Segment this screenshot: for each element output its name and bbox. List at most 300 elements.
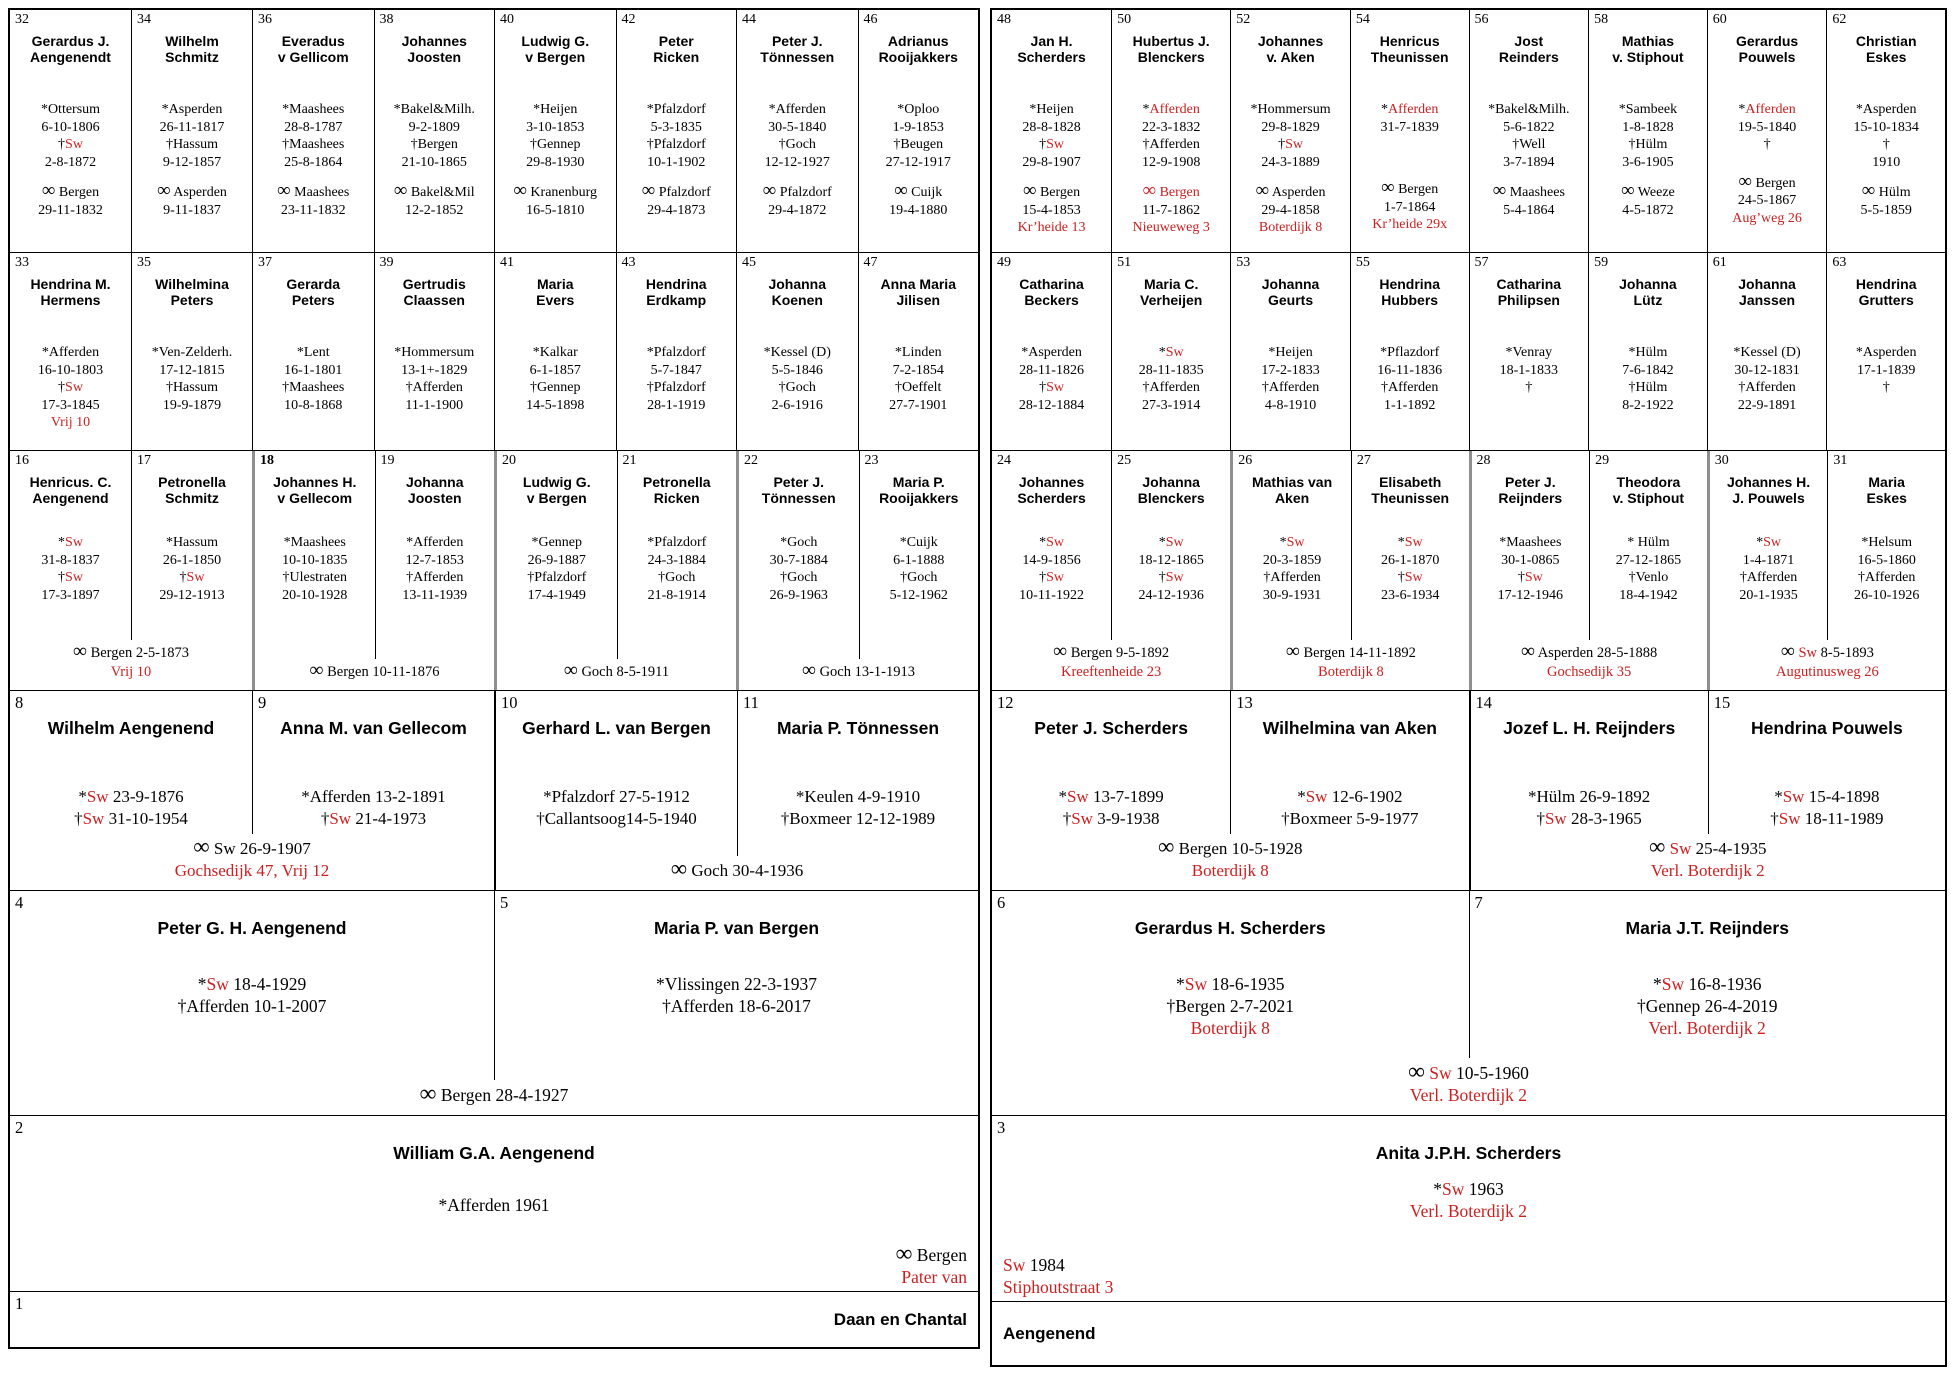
marriage-info — [10, 1080, 978, 1115]
cell-number: 11 — [743, 693, 759, 712]
marriage-info — [992, 640, 1230, 690]
cell-line: *Maashees — [283, 535, 346, 551]
marriage-line: ∞ Sw 26-9-1907 — [193, 833, 311, 859]
marriage-infinity-symbol: ∞ — [1255, 180, 1270, 202]
persons-row — [1231, 10, 1468, 252]
generation-band-c — [992, 450, 1945, 690]
person-cell-41 — [495, 253, 616, 450]
marriage-infinity-symbol: ∞ — [563, 660, 578, 682]
cell-line: 3-10-1853 — [526, 119, 585, 135]
cell-number: 8 — [15, 693, 24, 712]
person-name: Jozef L. H. Reijnders — [1503, 718, 1676, 738]
person-name: Petronella Ricken — [642, 474, 711, 507]
person-cell-10 — [496, 691, 737, 856]
cell-line: *Sw 1963 — [1433, 1179, 1504, 1200]
couple — [494, 10, 736, 252]
person-name: Peter J. Tönnessen — [761, 474, 836, 507]
person-cell-20 — [497, 451, 617, 659]
persons-row — [10, 253, 252, 450]
cell-line: †Goch — [778, 137, 816, 153]
cell-line: *Hülm 26-9-1892 — [1527, 787, 1651, 807]
persons-row — [1710, 451, 1945, 640]
cell-line: 12-7-1853 — [405, 552, 464, 568]
generation-band-g — [10, 1291, 978, 1347]
cell-line: 17-12-1815 — [159, 362, 225, 378]
person-name: Johanna Geurts — [1261, 276, 1320, 309]
cell-number: 5 — [500, 893, 509, 912]
marriage-infinity-symbol: ∞ — [1285, 641, 1300, 663]
person-cell-59 — [1588, 253, 1707, 450]
person-name: Christian Eskes — [1855, 33, 1917, 66]
person-cell-1 — [10, 1292, 978, 1347]
person-name: Peter J. Tönnessen — [760, 33, 835, 66]
cell-line: †Goch — [900, 570, 938, 586]
cell-line: Verl. Boterdijk 2 — [1409, 1201, 1528, 1222]
person-cell-8 — [10, 691, 252, 834]
couple — [992, 1116, 1945, 1301]
cell-line: †Hassum — [165, 137, 219, 153]
person-cell-36 — [253, 10, 374, 252]
person-cell-29 — [1589, 451, 1707, 640]
cell-line: †Afferden — [1739, 570, 1798, 586]
cell-line: 27-3-1914 — [1142, 397, 1201, 413]
cell-line: †Sw — [58, 570, 83, 586]
person-cell-22 — [739, 451, 859, 659]
marriage-infinity-symbol: ∞ — [1738, 170, 1752, 192]
cell-line: 28-11-1835 — [1138, 362, 1204, 378]
generation-band-f — [10, 1115, 978, 1291]
cell-line: *Hommersum — [394, 345, 475, 361]
cell-line: 21-10-1865 — [401, 154, 467, 170]
cell-line: ∞ Asperden — [1255, 180, 1326, 202]
cell-line: †Venlo — [1628, 570, 1669, 586]
cell-line: 13-11-1939 — [402, 587, 468, 603]
persons-row — [495, 253, 736, 450]
cell-number: 43 — [621, 255, 636, 270]
cell-line: *Helsum — [1861, 535, 1912, 551]
cell-line: ∞ Bakel&Mil — [393, 180, 475, 202]
couple — [1469, 451, 1707, 690]
couple — [10, 253, 252, 450]
cell-line: 29-8-1829 — [1261, 119, 1320, 135]
person-name: Johannes v. Aken — [1257, 33, 1324, 66]
marriage-infinity-symbol: ∞ — [41, 180, 56, 202]
person-name: Gerardus H. Scherders — [1134, 918, 1326, 938]
couple — [992, 451, 1230, 690]
marriage-line: Verl. Boterdijk 2 — [1650, 860, 1765, 880]
cell-number: 1 — [15, 1294, 24, 1313]
generation-band-b — [10, 252, 978, 450]
cell-line: *Keulen 4-9-1910 — [795, 787, 921, 807]
cell-line: †Pfalzdorf — [646, 137, 706, 153]
marriage-infinity-symbol: ∞ — [641, 180, 656, 202]
person-cell-17 — [131, 451, 252, 640]
cell-line: Kr’heide 29x — [1372, 217, 1448, 233]
cell-number: 17 — [137, 453, 151, 468]
cell-line: 1-8-1828 — [1622, 119, 1674, 135]
chart-half-right — [990, 8, 1947, 1367]
marriage-line: ∞ Bergen 28-4-1927 — [419, 1081, 569, 1108]
marriage-info — [992, 834, 1469, 890]
cell-number: 28 — [1476, 453, 1491, 468]
cell-line: *Ottersum — [40, 102, 101, 118]
couple — [10, 1292, 978, 1347]
cell-line: †Afferden — [1263, 570, 1321, 586]
couple — [494, 451, 736, 690]
persons-row — [495, 10, 736, 252]
cell-line: 29-12-1913 — [159, 587, 225, 603]
cell-line: 29-8-1930 — [526, 154, 585, 170]
cell-line: 23-11-1832 — [280, 202, 346, 218]
person-name: Peter G. H. Aengenend — [157, 918, 347, 938]
couple — [10, 10, 252, 252]
cell-line: *Sw — [1279, 535, 1305, 551]
cell-line: *Sw 18-4-1929 — [197, 974, 307, 995]
cell-line: 8-2-1922 — [1622, 397, 1674, 413]
cell-line: 26-1-1870 — [1381, 552, 1440, 568]
marriage-infinity-symbol: ∞ — [157, 180, 171, 202]
cell-line: 12-2-1852 — [405, 202, 464, 218]
person-cell-43 — [616, 253, 737, 450]
cell-line: 18-1-1833 — [1499, 362, 1558, 378]
cell-line: ∞ Bergen — [1142, 180, 1200, 202]
cell-number: 54 — [1355, 12, 1370, 27]
cell-line: 29-4-1873 — [647, 202, 706, 218]
person-cell-5 — [494, 891, 978, 1080]
generation-band-c — [10, 450, 978, 690]
person-name: Everadus v Gellicom — [277, 33, 349, 66]
marriage-info — [1472, 640, 1707, 690]
persons-row — [992, 10, 1230, 252]
cell-line: 30-9-1931 — [1262, 587, 1322, 603]
cell-line: *Pfalzdorf 27-5-1912 — [543, 787, 690, 807]
cell-line: *Sw 18-6-1935 — [1176, 974, 1285, 995]
cell-line: †Afferden — [1261, 380, 1320, 396]
cell-line: 5-7-1847 — [650, 362, 702, 378]
person-name: Wilhelm Schmitz — [165, 33, 219, 66]
persons-row — [737, 10, 978, 252]
person-name: Wilhelm Aengenend — [47, 718, 215, 738]
cell-number: 10 — [501, 693, 518, 712]
cell-line: 30-1-0865 — [1501, 552, 1560, 568]
cell-line: †Callantsoog14-5-1940 — [536, 808, 697, 828]
persons-row — [992, 891, 1945, 1058]
cell-line: 29-8-1907 — [1022, 154, 1081, 170]
marriage-line: ∞ Asperden 28-5-1888 — [1520, 641, 1658, 663]
cell-line: † — [1525, 380, 1533, 396]
person-cell-25 — [1111, 451, 1230, 640]
person-name: Ludwig G. v Bergen — [521, 33, 590, 66]
cell-line: ∞ Bergen — [1381, 177, 1439, 199]
persons-row — [739, 451, 978, 659]
cell-line: 23-6-1934 — [1381, 587, 1440, 603]
person-cell-7 — [1469, 891, 1946, 1058]
couple — [1707, 10, 1945, 252]
cell-line: †Maashees — [282, 380, 345, 396]
cell-line: †Sw 3-9-1938 — [1062, 808, 1160, 828]
person-cell-3 — [992, 1116, 1945, 1301]
cell-line: †Sw — [1039, 570, 1065, 586]
cell-line: *Afferden 13-2-1891 — [301, 787, 446, 807]
marriage-infinity-symbol: ∞ — [1649, 833, 1666, 859]
cell-line: †Afferden — [1142, 137, 1200, 153]
cell-number: 60 — [1712, 12, 1727, 27]
marriage-line: ∞ Bergen 2-5-1873 — [73, 641, 189, 663]
cell-line: 14-5-1898 — [526, 397, 585, 413]
cell-line: 9-2-1809 — [408, 119, 460, 135]
marriage-infinity-symbol: ∞ — [1780, 641, 1795, 663]
couple — [736, 10, 978, 252]
cell-line: *Gennep — [531, 535, 583, 551]
cell-line: †Afferden — [1738, 380, 1796, 396]
cell-line: *Cuijk — [899, 535, 938, 551]
cell-line: *Vlissingen 22-3-1937 — [656, 974, 817, 995]
person-cell-55 — [1350, 253, 1469, 450]
cell-line: *Hülm — [1628, 345, 1668, 361]
cell-number: 27 — [1356, 453, 1371, 468]
persons-row — [253, 253, 494, 450]
cell-line: 16-5-1860 — [1857, 552, 1916, 568]
person-name: Hendrina M. Hermens — [30, 276, 111, 309]
cell-line: *Sw 23-9-1876 — [78, 787, 184, 807]
cell-line: Verl. Boterdijk 2 — [1648, 1018, 1766, 1039]
person-name: Elisabeth Theunissen — [1371, 474, 1450, 507]
person-cell-32 — [10, 10, 131, 252]
cell-line: †Well — [1512, 137, 1546, 153]
cell-line: †Beugen — [893, 137, 944, 153]
cell-line: Sw 1984 — [1003, 1255, 1065, 1276]
cell-line: †Sw — [179, 570, 205, 586]
cell-line: †Pfalzdorf — [646, 380, 706, 396]
cell-line: 19-4-1880 — [889, 202, 948, 218]
persons-row — [1231, 253, 1468, 450]
cell-number: 44 — [742, 12, 756, 27]
cell-line: 5-5-1846 — [771, 362, 823, 378]
person-cell-56 — [1470, 10, 1589, 252]
cell-number: 34 — [137, 12, 151, 27]
person-name: Hendrina Hubbers — [1379, 276, 1441, 309]
marriage-line: Boterdijk 8 — [1191, 860, 1269, 880]
cell-number: 35 — [137, 255, 151, 270]
cell-line: 27-12-1917 — [885, 154, 951, 170]
cell-line: †Ulestraten — [282, 570, 348, 586]
cell-line: 4-8-1910 — [1264, 397, 1317, 413]
marriage-infinity-symbol: ∞ — [419, 1081, 437, 1108]
cell-line: 3-6-1905 — [1622, 154, 1674, 170]
generation-band-e — [992, 890, 1945, 1115]
cell-number: 16 — [15, 453, 29, 468]
cell-line: *Sw — [1158, 535, 1184, 551]
cell-line: Vrij 10 — [50, 415, 91, 431]
cell-line: 24-12-1936 — [1138, 587, 1204, 603]
cell-line: *Afferden 1961 — [438, 1195, 550, 1216]
cell-line: 17-3-1897 — [41, 587, 100, 603]
cell-line: *Sambeek — [1618, 102, 1678, 118]
person-name: Jost Reinders — [1498, 33, 1559, 66]
cell-line: † — [1882, 380, 1890, 396]
marriage-infinity-symbol: ∞ — [1621, 180, 1635, 202]
generation-band-a — [992, 10, 1945, 252]
cell-number: 32 — [15, 12, 29, 27]
person-name: Maria Evers — [536, 276, 575, 309]
cell-number: 63 — [1832, 255, 1847, 270]
cell-line: 21-8-1914 — [647, 587, 706, 603]
person-cell-42 — [616, 10, 737, 252]
cell-line: 1-1-1892 — [1384, 397, 1436, 413]
cell-line: *Sw 16-8-1936 — [1653, 974, 1762, 995]
cell-line: 20-3-1859 — [1262, 552, 1322, 568]
person-cell-19 — [375, 451, 495, 659]
cell-line: 26-11-1817 — [159, 119, 225, 135]
cell-line: 31-7-1839 — [1380, 119, 1439, 135]
cell-line: *Kessel (D) — [763, 345, 831, 361]
cell-line: 1-9-1853 — [892, 119, 944, 135]
person-name: Henricus. C. Aengenend — [29, 474, 112, 507]
person-name: William G.A. Aengenend — [393, 1143, 595, 1163]
cell-number: 30 — [1714, 453, 1729, 468]
family-name-cell — [992, 1302, 1945, 1365]
cell-line: *Lent — [296, 345, 330, 361]
persons-row — [1470, 10, 1707, 252]
cell-number: 55 — [1355, 255, 1370, 270]
cell-number: 19 — [380, 453, 395, 468]
person-name: Anna Maria Jilisen — [880, 276, 956, 309]
cell-line: *Heijen — [1029, 102, 1074, 118]
cell-line: 22-3-1832 — [1142, 119, 1201, 135]
marriage-line: ∞ Bergen 10-5-1928 — [1158, 833, 1303, 859]
cell-line: *Afferden — [1142, 102, 1200, 118]
person-cell-46 — [858, 10, 979, 252]
cell-line: *Kessel (D) — [1733, 345, 1801, 361]
cell-number: 47 — [863, 255, 878, 270]
cell-line: *Asperden — [1855, 102, 1917, 118]
couple — [1469, 10, 1707, 252]
cell-line: 9-12-1857 — [162, 154, 222, 170]
cell-line: †Afferden — [405, 380, 463, 396]
cell-line: 29-4-1872 — [768, 202, 827, 218]
cell-number: 21 — [622, 453, 637, 468]
cell-line: Daan en Chantal — [833, 1310, 967, 1330]
cell-line: 6-1-1888 — [893, 552, 945, 568]
cell-line: 29-11-1832 — [38, 202, 103, 218]
cell-line: †Goch — [778, 380, 816, 396]
cell-line: †Goch — [658, 570, 696, 586]
cell-number: 7 — [1474, 893, 1483, 912]
person-cell-60 — [1708, 10, 1827, 252]
cell-line: 17-1-1839 — [1857, 362, 1916, 378]
person-name: Wilhelmina Peters — [155, 276, 229, 309]
couple — [1469, 253, 1707, 450]
person-name: Gertrudis Claassen — [402, 276, 466, 309]
cell-line: †Oeffelt — [895, 380, 942, 396]
persons-row — [1708, 10, 1945, 252]
person-name: Johanna Joosten — [405, 474, 464, 507]
marriage-line: ∞ Bergen 9-5-1892 — [1053, 641, 1170, 663]
cell-line: 30-7-1884 — [769, 552, 828, 568]
marriage-info — [10, 834, 494, 890]
cell-line: 4-5-1872 — [1622, 202, 1674, 218]
cell-line: 20-10-1928 — [282, 587, 348, 603]
cell-line: 24-3-1889 — [1261, 154, 1320, 170]
person-name: Gerardus Pouwels — [1735, 33, 1799, 66]
cell-number: 23 — [864, 453, 879, 468]
cell-line: 5-6-1822 — [1503, 119, 1555, 135]
cell-line: †Afferden — [406, 570, 464, 586]
person-name: Maria P. Tönnessen — [776, 718, 940, 738]
person-name: Gerhard L. van Bergen — [522, 718, 711, 738]
person-name: Anna M. van Gellecom — [280, 718, 467, 738]
cell-number: 57 — [1474, 255, 1489, 270]
person-name: Johanna Koenen — [768, 276, 827, 309]
cell-line: †Gennep 26-4-2019 — [1637, 996, 1778, 1017]
persons-row — [253, 10, 494, 252]
cell-line: 16-5-1810 — [526, 202, 585, 218]
cell-line: †Sw 31-10-1954 — [74, 808, 188, 828]
cell-line: 2-8-1872 — [44, 154, 97, 170]
cell-line: 1-7-1864 — [1384, 199, 1436, 215]
couple — [992, 891, 1945, 1115]
marriage-line: Augutinusweg 26 — [1776, 664, 1879, 681]
cell-number: 61 — [1712, 255, 1727, 270]
cell-line: 18-12-1865 — [1138, 552, 1204, 568]
person-name: Adrianus Rooijakkers — [878, 33, 958, 66]
cell-line: 10-11-1922 — [1019, 587, 1084, 603]
cell-line: 25-8-1864 — [284, 154, 343, 170]
marriage-info — [496, 856, 978, 890]
persons-row — [992, 691, 1469, 834]
cell-line: Pater van — [901, 1267, 967, 1288]
cell-line: ∞ Maashees — [277, 180, 350, 202]
marriage-infinity-symbol: ∞ — [1408, 1058, 1425, 1085]
cell-line: 24-5-1867 — [1737, 193, 1797, 209]
cell-number: 62 — [1832, 12, 1847, 27]
marriage-infinity-symbol: ∞ — [393, 180, 408, 202]
person-cell-58 — [1588, 10, 1707, 252]
cell-line: ∞ Bergen — [41, 180, 100, 202]
person-name: Hubertus J. Blenckers — [1132, 33, 1210, 66]
cell-line: *Asperden — [1855, 345, 1917, 361]
cell-line: ∞ Asperden — [157, 180, 227, 202]
cell-line: 12-9-1908 — [1142, 154, 1201, 170]
persons-row — [1472, 451, 1707, 640]
couple — [992, 691, 1469, 890]
marriage-line: Gochsedijk 35 — [1547, 664, 1632, 681]
cell-line: 5-5-1859 — [1860, 202, 1912, 218]
marriage-infinity-symbol: ∞ — [1022, 180, 1037, 202]
cell-line: ∞ Hülm — [1861, 180, 1911, 202]
cell-line: 19-9-1879 — [162, 397, 222, 413]
cell-number: 46 — [863, 12, 878, 27]
cell-line: *Afferden — [768, 102, 826, 118]
person-name: Johannes H. J. Pouwels — [1726, 474, 1811, 507]
cell-line: 26-9-1887 — [527, 552, 586, 568]
cell-number: 6 — [997, 893, 1006, 912]
person-name: Hendrina Erdkamp — [645, 276, 707, 309]
marriage-info — [1710, 640, 1945, 690]
cell-line: †Hassum — [165, 380, 219, 396]
cell-line: 10-10-1835 — [282, 552, 348, 568]
cell-line: *Sw — [1397, 535, 1423, 551]
person-name: Ludwig G. v Bergen — [522, 474, 591, 507]
cell-line: 20-1-1935 — [1739, 587, 1798, 603]
marriage-info — [992, 1058, 1945, 1116]
cell-line: † — [1763, 137, 1771, 153]
couple — [494, 691, 978, 890]
couple — [1230, 451, 1468, 690]
couple — [992, 253, 1230, 450]
marriage-info — [1233, 640, 1468, 690]
cell-line: †Sw — [1039, 137, 1065, 153]
